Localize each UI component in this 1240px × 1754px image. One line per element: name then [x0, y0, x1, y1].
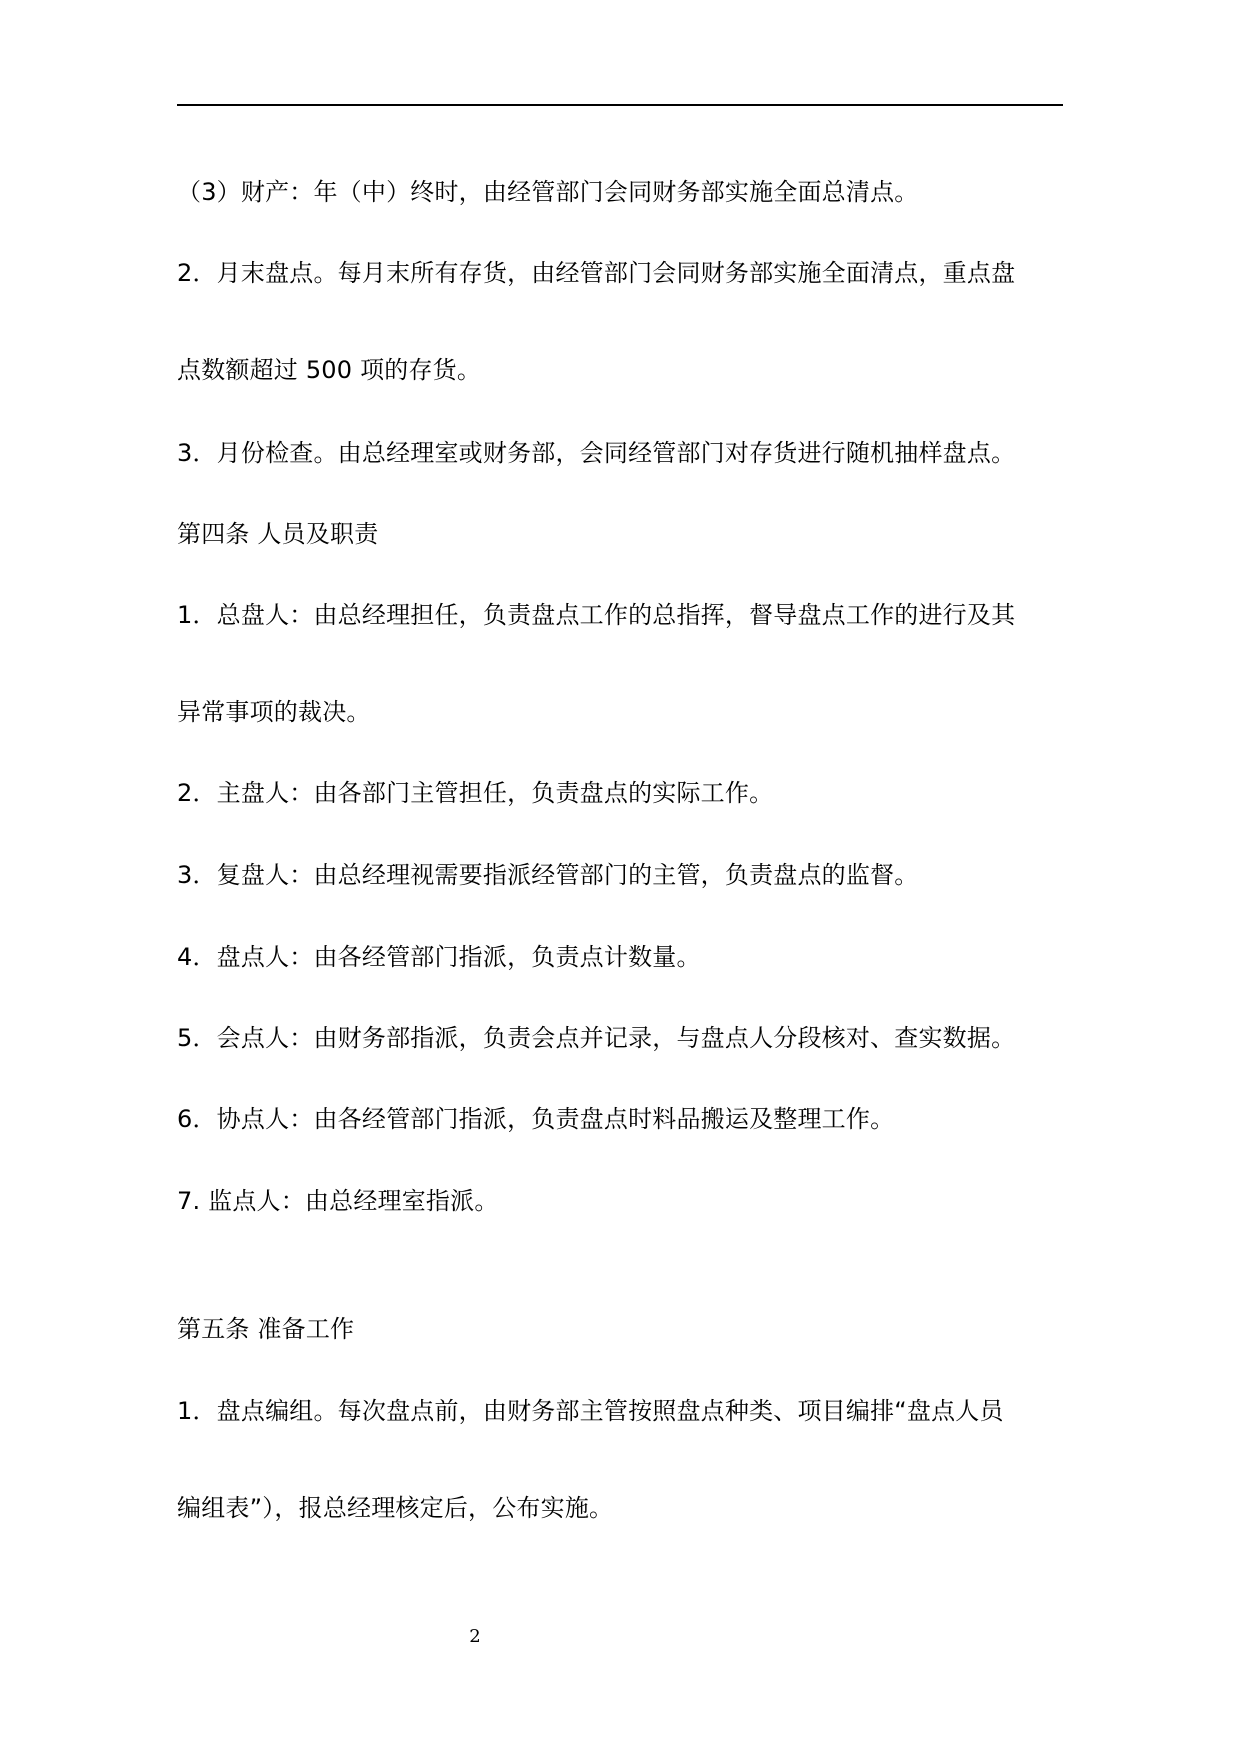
line-supervisor: 7. 监点人：由总经理室指派。 — [177, 1187, 499, 1215]
line-chief-counter: 1．总盘人：由总经理担任，负责盘点工作的总指挥，督导盘点工作的进行及其 — [177, 601, 1016, 629]
line-property-inventory: （3）财产：年（中）终时，由经管部门会同财务部实施全面总清点。 — [177, 178, 919, 206]
line-chief-counter-cont: 异常事项的裁决。 — [177, 698, 371, 726]
line-recounter: 3．复盘人：由总经理视需要指派经管部门的主管，负责盘点的监督。 — [177, 861, 919, 889]
line-counter: 4．盘点人：由各经管部门指派，负责点计数量。 — [177, 943, 701, 971]
line-grouping-cont: 编组表”），报总经理核定后，公布实施。 — [177, 1494, 614, 1522]
line-monthly-count-cont: 点数额超过 500 项的存货。 — [177, 356, 482, 384]
line-monthly-count: 2．月末盘点。每月末所有存货，由经管部门会同财务部实施全面清点，重点盘 — [177, 259, 1016, 287]
article-4-heading: 第四条 人员及职责 — [177, 520, 379, 548]
line-joint-counter: 5．会点人：由财务部指派，负责会点并记录，与盘点人分段核对、查实数据。 — [177, 1024, 1016, 1052]
line-main-counter: 2．主盘人：由各部门主管担任，负责盘点的实际工作。 — [177, 779, 774, 807]
line-grouping: 1．盘点编组。每次盘点前，由财务部主管按照盘点种类、项目编排“盘点人员 — [177, 1397, 1004, 1425]
page-number: 2 — [469, 1626, 481, 1647]
line-assistant-counter: 6．协点人：由各经管部门指派，负责盘点时料品搬运及整理工作。 — [177, 1105, 895, 1133]
line-monthly-check: 3．月份检查。由总经理室或财务部，会同经管部门对存货进行随机抽样盘点。 — [177, 439, 1016, 467]
article-5-heading: 第五条 准备工作 — [177, 1315, 355, 1343]
header-rule — [177, 104, 1063, 106]
